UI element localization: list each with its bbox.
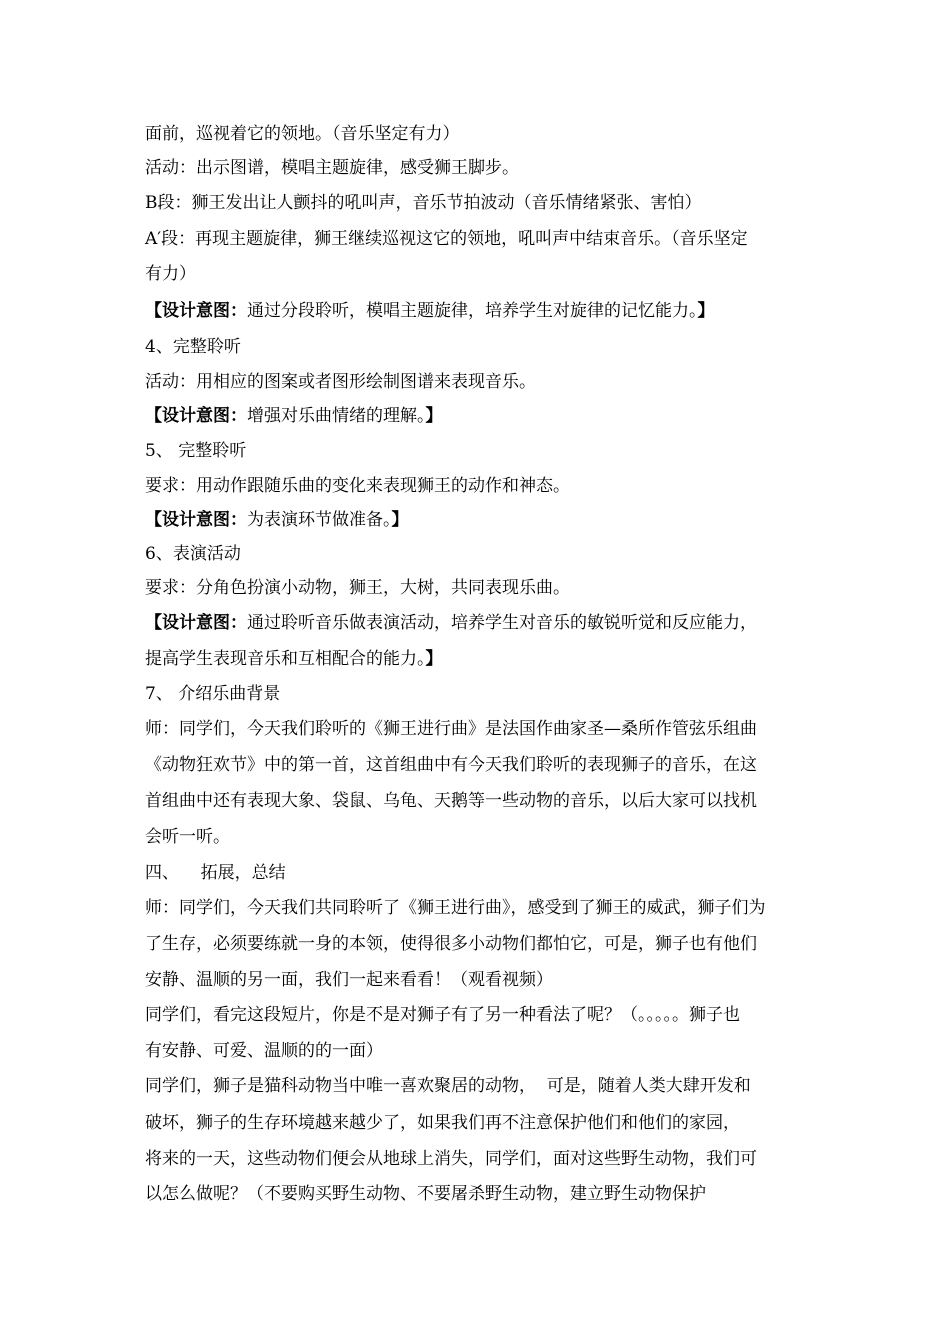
section-heading — [145, 543, 241, 565]
line-text: 7、 介绍乐曲背景 — [145, 684, 281, 704]
body-line — [145, 123, 460, 145]
design-intent-line — [145, 405, 443, 427]
bracket-close: 】 — [697, 301, 715, 321]
line-text: 要求：用动作跟随乐曲的变化来表现狮王的动作和神态。 — [145, 476, 570, 496]
line-text: 4、完整聆听 — [145, 337, 241, 357]
line-text: 为表演环节做准备。 — [247, 510, 392, 530]
body-line — [145, 263, 196, 285]
body-line — [145, 1004, 740, 1026]
line-text: 活动：用相应的图案或者图形绘制图谱来表现音乐。 — [145, 372, 536, 392]
line-text: 以怎么做呢？（不要购买野生动物、不要屠杀野生动物，建立野生动物保护 — [145, 1184, 706, 1204]
body-line — [145, 648, 443, 670]
design-intent-line — [145, 300, 715, 322]
line-text: A′段：再现主题旋律，狮王继续巡视这它的领地，吼叫声中结束音乐。（音乐坚定 — [145, 229, 748, 249]
design-intent-label: 【设计意图： — [145, 406, 247, 426]
line-text: 《动物狂欢节》中的第一首，这首组曲中有今天我们聆听的表现狮子的音乐，在这 — [145, 755, 757, 775]
body-line — [145, 475, 570, 497]
bracket-close: 】 — [425, 406, 443, 426]
line-text: 提高学生表现音乐和互相配合的能力。 — [145, 649, 426, 669]
line-text: 面前，巡视着它的领地。（音乐坚定有力） — [145, 124, 460, 144]
design-intent-line — [145, 612, 757, 634]
body-line — [145, 228, 748, 250]
line-text: 同学们，看完这段短片，你是不是对狮子有了另一种看法了呢？（。。。。。狮子也 — [145, 1005, 740, 1025]
line-text: 安静、温顺的另一面，我们一起来看看！（观看视频） — [145, 970, 553, 990]
line-text: 同学们，狮子是猫科动物当中唯一喜欢聚居的动物， 可是，随着人类大肆开发和 — [145, 1076, 751, 1096]
body-line — [145, 826, 230, 848]
line-text: 师：同学们，今天我们聆听的《狮王进行曲》是法国作曲家圣—桑所作管弦乐组曲 — [145, 719, 757, 739]
body-line — [145, 790, 757, 812]
line-text: 通过聆听音乐做表演活动，培养学生对音乐的敏锐听觉和反应能力， — [247, 613, 757, 633]
body-line — [145, 718, 757, 740]
line-text: 首组曲中还有表现大象、袋鼠、乌龟、天鹅等一些动物的音乐，以后大家可以找机 — [145, 791, 757, 811]
design-intent-line — [145, 509, 409, 531]
body-line — [145, 754, 757, 776]
line-text: 有力） — [145, 264, 196, 284]
body-line — [145, 1183, 706, 1205]
bracket-close: 】 — [391, 510, 409, 530]
line-text: 6、表演活动 — [145, 544, 241, 564]
body-line — [145, 1112, 740, 1134]
design-intent-label: 【设计意图： — [145, 510, 247, 530]
line-text: 5、 完整聆听 — [145, 441, 247, 461]
section-heading — [145, 336, 241, 358]
line-text: 师：同学们，今天我们共同聆听了《狮王进行曲》，感受到了狮王的威武，狮子们为 — [145, 898, 766, 918]
body-line — [145, 933, 757, 955]
body-line — [145, 969, 553, 991]
section-heading — [145, 683, 280, 705]
body-line — [145, 1075, 751, 1097]
line-text: 了生存，必须要练就一身的本领，使得很多小动物们都怕它，可是，狮子也有他们 — [145, 934, 757, 954]
body-line — [145, 157, 519, 179]
line-text: 增强对乐曲情绪的理解。 — [247, 406, 426, 426]
bracket-close: 】 — [425, 649, 443, 669]
line-text: 将来的一天，这些动物们便会从地球上消失，同学们，面对这些野生动物，我们可 — [145, 1149, 757, 1169]
body-line — [145, 192, 702, 214]
body-line — [145, 371, 536, 393]
line-text: 破坏，狮子的生存环境越来越少了，如果我们再不注意保护他们和他们的家园， — [145, 1113, 740, 1133]
design-intent-label: 【设计意图： — [145, 613, 247, 633]
section-heading — [145, 862, 286, 884]
design-intent-label: 【设计意图： — [145, 301, 247, 321]
line-text: 活动：出示图谱，模唱主题旋律，感受狮王脚步。 — [145, 158, 519, 178]
line-text: 有安静、可爱、温顺的的一面） — [145, 1041, 383, 1061]
line-text: 四、 拓展，总结 — [145, 863, 286, 883]
line-text: 通过分段聆听，模唱主题旋律，培养学生对旋律的记忆能力。 — [247, 301, 698, 321]
line-text: 会听一听。 — [145, 827, 230, 847]
line-text: 要求：分角色扮演小动物，狮王，大树，共同表现乐曲。 — [145, 578, 570, 598]
body-line — [145, 1148, 757, 1170]
line-text: B段：狮王发出让人颤抖的吼叫声，音乐节拍波动（音乐情绪紧张、害怕） — [145, 193, 702, 213]
body-line — [145, 577, 570, 599]
body-line — [145, 1040, 383, 1062]
body-line — [145, 897, 766, 919]
section-heading — [145, 440, 246, 462]
